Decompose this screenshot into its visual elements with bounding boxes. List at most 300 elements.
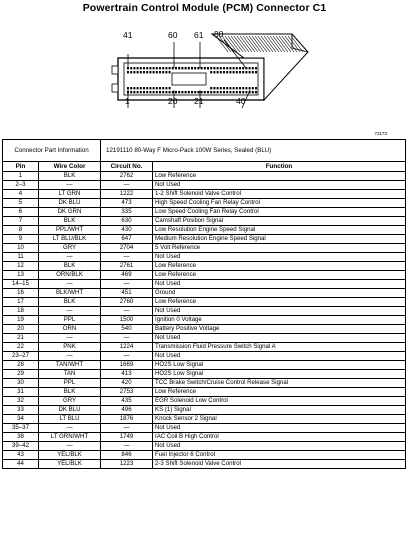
terminal-cavity — [194, 67, 196, 69]
terminal-cavity — [239, 67, 241, 69]
terminal-cavity — [226, 67, 228, 69]
terminal-cavity — [197, 67, 199, 69]
table-row — [3, 415, 406, 424]
terminal-cavity — [185, 91, 187, 93]
terminal-cavity — [172, 91, 174, 93]
circuit-number-cell: 451 — [101, 289, 153, 298]
table-row — [3, 442, 406, 451]
table-row — [3, 325, 406, 334]
terminal-cavity — [156, 87, 158, 89]
terminal-cavity — [233, 91, 235, 93]
terminal-cavity — [165, 91, 167, 93]
terminal-cavity — [130, 71, 132, 73]
wire-color-cell: — — [39, 424, 101, 433]
wire-color-cell: LT BLU — [39, 415, 101, 424]
terminal-cavity — [159, 67, 161, 69]
terminal-cavity — [249, 71, 251, 73]
function-cell: Battery Positive Voltage — [153, 325, 406, 334]
function-cell: Not Used — [153, 280, 406, 289]
terminal-cavity — [159, 71, 161, 73]
table-row — [3, 289, 406, 298]
function-cell: Low Speed Cooling Fan Relay Control — [153, 208, 406, 217]
wire-color-cell: PPL — [39, 316, 101, 325]
terminal-cavity — [140, 67, 142, 69]
connector-part-info-value: 12191110 80-Way F Micro-Pack 100W Series, Sealed (BLU) — [101, 140, 406, 162]
function-cell: Low Reference — [153, 271, 406, 280]
pin-cell: 23–27 — [3, 352, 39, 361]
terminal-cavity — [255, 67, 257, 69]
terminal-cavity — [220, 87, 222, 89]
wire-color-cell: BLK — [39, 217, 101, 226]
pin-label-80: 80 — [214, 29, 224, 39]
function-cell: Low Resolution Engine Speed Signal — [153, 226, 406, 235]
table-row — [3, 271, 406, 280]
terminal-cavity — [175, 67, 177, 69]
pin-cell: 4 — [3, 190, 39, 199]
terminal-cavity — [143, 71, 145, 73]
wire-color-cell: GRY — [39, 244, 101, 253]
table-row — [3, 253, 406, 262]
circuit-number-cell: 2753 — [101, 388, 153, 397]
wire-color-cell: — — [39, 352, 101, 361]
pin-cell: 9 — [3, 235, 39, 244]
table-row — [3, 343, 406, 352]
terminal-cavity — [236, 71, 238, 73]
connector-drawing — [0, 14, 409, 138]
terminal-cavity — [210, 67, 212, 69]
pin-cell: 17 — [3, 298, 39, 307]
function-cell: IAC Coil B High Control — [153, 433, 406, 442]
circuit-number-cell: 846 — [101, 451, 153, 460]
connector-diagram — [0, 14, 409, 138]
pin-cell: 8 — [3, 226, 39, 235]
terminal-cavity — [220, 67, 222, 69]
pin-cell: 5 — [3, 199, 39, 208]
table-row — [3, 316, 406, 325]
wire-color-cell: — — [39, 280, 101, 289]
circuit-number-cell: 1500 — [101, 316, 153, 325]
terminal-cavity — [213, 87, 215, 89]
terminal-cavity — [197, 91, 199, 93]
wire-color-cell: BLK — [39, 298, 101, 307]
pin-label-21: 21 — [194, 96, 204, 106]
circuit-number-cell: 1222 — [101, 190, 153, 199]
circuit-number-cell: 630 — [101, 217, 153, 226]
wire-color-cell: — — [39, 442, 101, 451]
wire-color-cell: BLK — [39, 388, 101, 397]
terminal-cavity — [149, 67, 151, 69]
table-row — [3, 424, 406, 433]
page-title: Powertrain Control Module (PCM) Connector C1 — [82, 2, 327, 14]
function-cell: Low Reference — [153, 298, 406, 307]
circuit-number-cell: 473 — [101, 199, 153, 208]
wire-color-cell: PPL/WHT — [39, 226, 101, 235]
connector-center-key — [172, 73, 206, 85]
terminal-cavity — [156, 91, 158, 93]
wire-color-cell: DK GRN — [39, 208, 101, 217]
terminal-cavity — [217, 71, 219, 73]
terminal-cavity — [204, 67, 206, 69]
terminal-cavity — [255, 91, 257, 93]
table-row — [3, 217, 406, 226]
table-row — [3, 208, 406, 217]
terminal-cavity — [156, 67, 158, 69]
terminal-cavity — [223, 71, 225, 73]
terminal-cavity — [127, 87, 129, 89]
terminal-cavity — [133, 87, 135, 89]
terminal-cavity — [162, 91, 164, 93]
figure-code: 73173 — [374, 131, 387, 136]
table-row — [3, 199, 406, 208]
function-cell: Not Used — [153, 352, 406, 361]
terminal-cavity — [133, 67, 135, 69]
wire-color-cell: BLK/WHT — [39, 289, 101, 298]
terminal-cavity — [245, 71, 247, 73]
circuit-number-column-header: Circuit No. — [101, 162, 153, 172]
terminal-cavity — [133, 91, 135, 93]
circuit-number-cell: 540 — [101, 325, 153, 334]
connector-info-row — [3, 140, 406, 162]
terminal-cavity — [146, 91, 148, 93]
terminal-cavity — [130, 87, 132, 89]
table-row — [3, 388, 406, 397]
function-cell: Not Used — [153, 442, 406, 451]
pin-cell: 34 — [3, 415, 39, 424]
terminal-cavity — [239, 87, 241, 89]
terminal-cavity — [172, 67, 174, 69]
table-row — [3, 379, 406, 388]
terminal-cavity — [162, 71, 164, 73]
circuit-number-cell: 496 — [101, 406, 153, 415]
pin-cell: 14–15 — [3, 280, 39, 289]
terminal-cavity — [146, 71, 148, 73]
pin-cell: 21 — [3, 334, 39, 343]
terminal-cavity — [169, 91, 171, 93]
wire-color-cell: — — [39, 253, 101, 262]
terminal-cavity — [153, 67, 155, 69]
terminal-cavity — [137, 91, 139, 93]
function-cell: Fuel Injector 6 Control — [153, 451, 406, 460]
left-latch-lower — [112, 84, 118, 92]
circuit-number-cell: 2760 — [101, 298, 153, 307]
terminal-cavity — [194, 91, 196, 93]
wire-color-cell: PNK — [39, 343, 101, 352]
circuit-number-cell: 1669 — [101, 361, 153, 370]
terminal-cavity — [213, 67, 215, 69]
function-cell: Not Used — [153, 307, 406, 316]
circuit-number-cell: 2761 — [101, 262, 153, 271]
terminal-cavity — [130, 67, 132, 69]
circuit-number-cell: 1876 — [101, 415, 153, 424]
function-cell: Not Used — [153, 334, 406, 343]
table-row — [3, 397, 406, 406]
terminal-cavity — [242, 71, 244, 73]
terminal-cavity — [252, 87, 254, 89]
function-cell: 2-3 Shift Solenoid Valve Control — [153, 460, 406, 469]
terminal-cavity — [226, 87, 228, 89]
terminal-cavity — [165, 67, 167, 69]
terminal-cavity — [169, 67, 171, 69]
pin-cell: 28 — [3, 361, 39, 370]
terminal-cavity — [146, 67, 148, 69]
terminal-cavity — [229, 87, 231, 89]
pin-cell: 7 — [3, 217, 39, 226]
table-row — [3, 298, 406, 307]
terminal-cavity — [188, 67, 190, 69]
pin-cell: 16 — [3, 289, 39, 298]
terminal-cavity — [229, 67, 231, 69]
terminal-cavity — [178, 91, 180, 93]
terminal-cavity — [149, 71, 151, 73]
terminal-cavity — [149, 91, 151, 93]
wire-color-cell: DK BLU — [39, 199, 101, 208]
terminal-cavity — [255, 71, 257, 73]
terminal-cavity — [169, 71, 171, 73]
table-row — [3, 172, 406, 181]
function-cell: Transmission Fluid Pressure Switch Signal A — [153, 343, 406, 352]
connector-part-info-label: Connector Part Information — [3, 140, 101, 162]
terminal-cavity — [236, 91, 238, 93]
function-cell: KS (1) Signal — [153, 406, 406, 415]
pin-cell: 43 — [3, 451, 39, 460]
terminal-cavity — [191, 91, 193, 93]
terminal-cavity — [181, 67, 183, 69]
pin-cell: 12 — [3, 262, 39, 271]
wire-color-cell: YEL/BLK — [39, 460, 101, 469]
terminal-cavity — [236, 67, 238, 69]
wire-color-cell: LT GRN — [39, 190, 101, 199]
circuit-number-cell: 2704 — [101, 244, 153, 253]
circuit-number-cell: — — [101, 424, 153, 433]
table-row — [3, 307, 406, 316]
wire-color-cell: ORN — [39, 325, 101, 334]
circuit-number-cell: 2762 — [101, 172, 153, 181]
wire-color-cell: LT GRN/WHT — [39, 433, 101, 442]
terminal-cavity — [223, 91, 225, 93]
pin-cell: 11 — [3, 253, 39, 262]
terminal-cavity — [143, 67, 145, 69]
terminal-cavity — [149, 87, 151, 89]
function-cell: Ignition 0 Voltage — [153, 316, 406, 325]
terminal-cavity — [249, 87, 251, 89]
terminal-cavity — [165, 71, 167, 73]
pin-cell: 19 — [3, 316, 39, 325]
wire-color-cell: ORN/BLK — [39, 271, 101, 280]
terminal-cavity — [127, 71, 129, 73]
terminal-cavity — [175, 91, 177, 93]
circuit-number-cell: 435 — [101, 397, 153, 406]
function-cell: Ground — [153, 289, 406, 298]
terminal-cavity — [201, 91, 203, 93]
pin-label-40: 40 — [236, 96, 246, 106]
terminal-cavity — [210, 71, 212, 73]
table-row — [3, 370, 406, 379]
terminal-cavity — [223, 87, 225, 89]
terminal-cavity — [146, 87, 148, 89]
terminal-cavity — [143, 91, 145, 93]
function-cell: TCC Brake Switch/Cruise Control Release Signal — [153, 379, 406, 388]
function-cell: Not Used — [153, 181, 406, 190]
pin-cell: 33 — [3, 406, 39, 415]
wire-color-cell: PPL — [39, 379, 101, 388]
wire-color-cell: BLK — [39, 172, 101, 181]
pin-column-header: Pin — [3, 162, 39, 172]
terminal-cavity — [229, 91, 231, 93]
table-row — [3, 334, 406, 343]
circuit-number-cell: 420 — [101, 379, 153, 388]
terminal-cavity — [255, 87, 257, 89]
wire-color-cell: — — [39, 181, 101, 190]
column-header-row — [3, 162, 406, 172]
function-cell: Knock Sensor 2 Signal — [153, 415, 406, 424]
terminal-cavity — [159, 87, 161, 89]
terminal-cavity — [201, 67, 203, 69]
function-cell: EGR Solenoid Low Control — [153, 397, 406, 406]
terminal-cavity — [233, 87, 235, 89]
function-cell: 1-2 Shift Solenoid Valve Control — [153, 190, 406, 199]
terminal-cavity — [217, 87, 219, 89]
wire-color-column-header: Wire Color — [39, 162, 101, 172]
terminal-cavity — [204, 91, 206, 93]
terminal-cavity — [242, 91, 244, 93]
wire-color-cell: TAN — [39, 370, 101, 379]
wire-color-cell: DK BLU — [39, 406, 101, 415]
circuit-number-cell: 647 — [101, 235, 153, 244]
pin-cell: 22 — [3, 343, 39, 352]
table-row — [3, 262, 406, 271]
terminal-cavity — [239, 71, 241, 73]
terminal-cavity — [252, 71, 254, 73]
pin-cell: 10 — [3, 244, 39, 253]
terminal-cavity — [207, 91, 209, 93]
terminal-cavity — [210, 91, 212, 93]
terminal-cavity — [242, 87, 244, 89]
table-row — [3, 226, 406, 235]
wire-color-cell: — — [39, 307, 101, 316]
terminal-cavity — [153, 91, 155, 93]
terminal-cavity — [188, 91, 190, 93]
wire-color-cell: GRY — [39, 397, 101, 406]
terminal-cavity — [169, 87, 171, 89]
terminal-cavity — [226, 71, 228, 73]
terminal-cavity — [249, 67, 251, 69]
pin-cell: 35–37 — [3, 424, 39, 433]
table-row — [3, 352, 406, 361]
terminal-cavity — [217, 67, 219, 69]
function-cell: Low Reference — [153, 172, 406, 181]
circuit-number-cell: — — [101, 352, 153, 361]
wire-color-cell: BLK — [39, 262, 101, 271]
pin-label-60: 60 — [168, 30, 178, 40]
function-cell: 5 Volt Reference — [153, 244, 406, 253]
function-column-header: Function — [153, 162, 406, 172]
terminal-cavity — [210, 87, 212, 89]
table-row — [3, 280, 406, 289]
terminal-cavity — [236, 87, 238, 89]
left-latch-upper — [112, 66, 118, 74]
terminal-cavity — [220, 71, 222, 73]
function-cell: HO2S Low Signal — [153, 370, 406, 379]
terminal-cavity — [213, 71, 215, 73]
table-row — [3, 361, 406, 370]
pin-cell: 31 — [3, 388, 39, 397]
terminal-cavity — [162, 67, 164, 69]
terminal-cavity — [233, 67, 235, 69]
pin-cell: 29 — [3, 370, 39, 379]
terminal-cavity — [178, 67, 180, 69]
terminal-cavity — [165, 87, 167, 89]
terminal-cavity — [140, 71, 142, 73]
terminal-cavity — [245, 87, 247, 89]
terminal-cavity — [220, 91, 222, 93]
pin-cell: 2–3 — [3, 181, 39, 190]
pin-cell: 32 — [3, 397, 39, 406]
terminal-cavity — [159, 91, 161, 93]
terminal-cavity — [226, 91, 228, 93]
terminal-cavity — [229, 71, 231, 73]
terminal-cavity — [153, 71, 155, 73]
pin-cell: 20 — [3, 325, 39, 334]
terminal-cavity — [137, 87, 139, 89]
terminal-cavity — [140, 87, 142, 89]
pin-cell: 1 — [3, 172, 39, 181]
pin-cell: 44 — [3, 460, 39, 469]
terminal-cavity — [137, 71, 139, 73]
function-cell: Low Reference — [153, 388, 406, 397]
circuit-number-cell: 1749 — [101, 433, 153, 442]
wire-color-cell: LT BLU/BLK — [39, 235, 101, 244]
pin-label-41: 41 — [123, 30, 133, 40]
terminal-cavity — [233, 71, 235, 73]
table-row — [3, 181, 406, 190]
table-row — [3, 433, 406, 442]
terminal-cavity — [133, 71, 135, 73]
circuit-number-cell: 1224 — [101, 343, 153, 352]
wire-color-cell: TAN/WHT — [39, 361, 101, 370]
function-cell: Medium Resolution Engine Speed Signal — [153, 235, 406, 244]
circuit-number-cell: 1223 — [101, 460, 153, 469]
wire-color-cell: — — [39, 334, 101, 343]
circuit-number-cell: 469 — [101, 271, 153, 280]
terminal-cavity — [162, 87, 164, 89]
pin-cell: 13 — [3, 271, 39, 280]
pin-cell: 6 — [3, 208, 39, 217]
circuit-number-cell: — — [101, 181, 153, 190]
terminal-cavity — [217, 91, 219, 93]
circuit-number-cell: 335 — [101, 208, 153, 217]
function-cell: Camshaft Position Signal — [153, 217, 406, 226]
table-row — [3, 406, 406, 415]
pin-label-1: 1 — [125, 96, 130, 106]
terminal-cavity — [213, 91, 215, 93]
terminal-cavity — [242, 67, 244, 69]
terminal-cavity — [245, 91, 247, 93]
table-row — [3, 235, 406, 244]
connector-pinout-table — [2, 139, 406, 469]
terminal-cavity — [185, 67, 187, 69]
pin-label-20: 20 — [168, 96, 178, 106]
circuit-number-cell: — — [101, 307, 153, 316]
function-cell: Not Used — [153, 424, 406, 433]
pin-cell: 38 — [3, 433, 39, 442]
terminal-cavity — [252, 91, 254, 93]
terminal-cavity — [143, 87, 145, 89]
terminal-cavity — [239, 91, 241, 93]
table-row — [3, 460, 406, 469]
circuit-number-cell: — — [101, 442, 153, 451]
function-cell: High Speed Cooling Fan Relay Control — [153, 199, 406, 208]
function-cell: Not Used — [153, 253, 406, 262]
